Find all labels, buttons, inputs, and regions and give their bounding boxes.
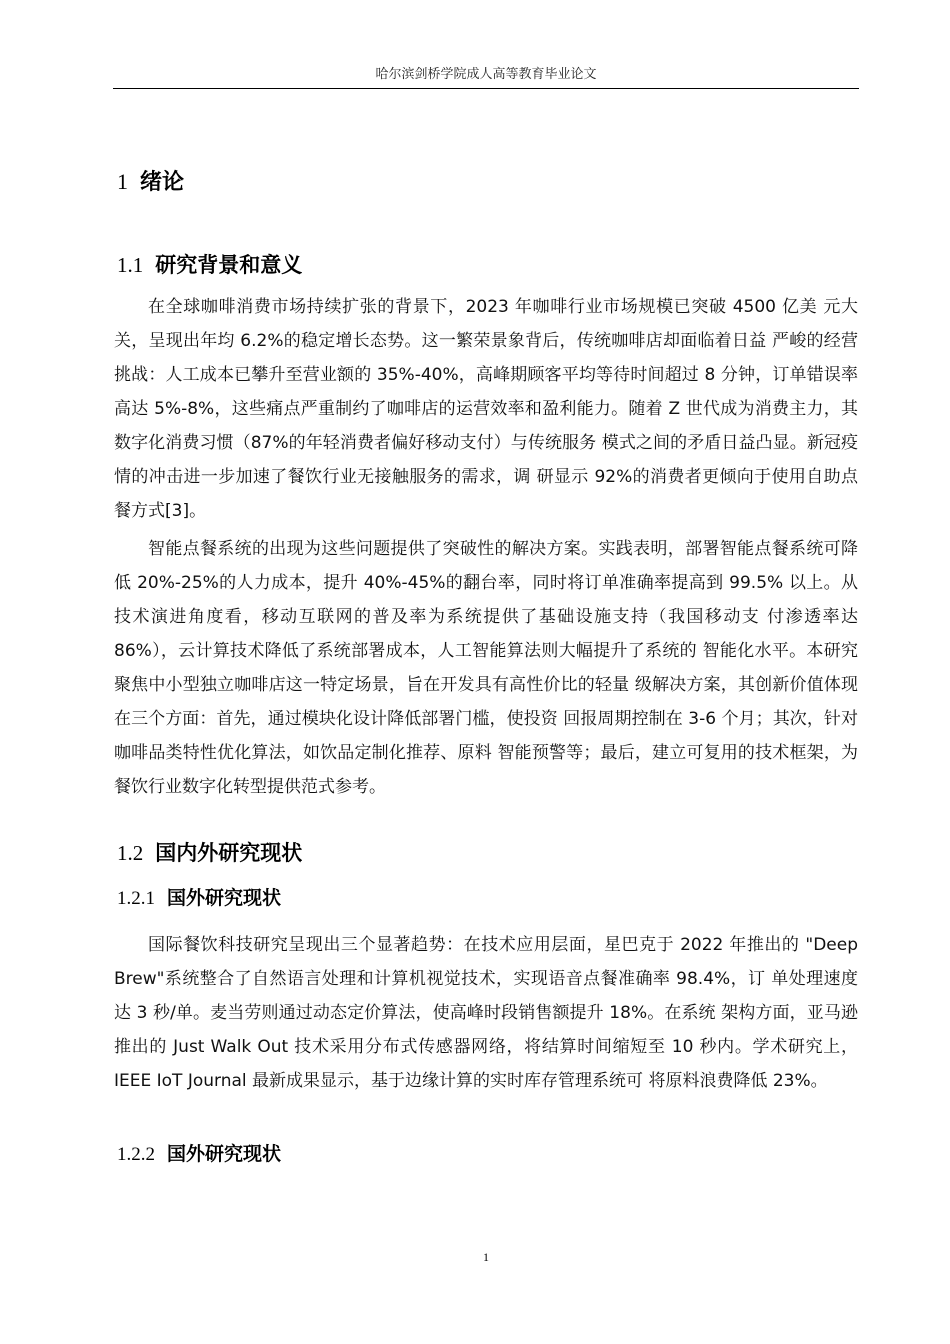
section-number: 1.2 bbox=[117, 841, 144, 865]
running-header: 哈尔滨剑桥学院成人高等教育毕业论文 bbox=[375, 67, 597, 82]
subsection-number: 1.2.2 bbox=[117, 1144, 155, 1165]
header-rule bbox=[113, 88, 859, 89]
subsection-heading-1-2-1 bbox=[117, 883, 281, 910]
subsection-number: 1.2.1 bbox=[117, 888, 155, 909]
body-paragraph: 在全球咖啡消费市场持续扩张的背景下，2023 年咖啡行业市场规模已突破 4500 亿美 元大关，呈现出年均 6.2%的稳定增长态势。这一繁荣景象背后，传统咖啡店却面临着日益 严峻的经营挑战：人工成本已攀升至营业额的 35%-40%，高峰期顾客平均等待时间超过 8 分钟，订单错误率高达 5%-8%，这些痛点严重制约了咖啡店的运营效率和盈利能力。随着 Z 世代成为消费主力，其数字化消费习惯（87%的年轻消费者偏好移动支付）与传统服务 模式之间的矛盾日益凸显。新冠疫情的冲击进一步加速了餐饮行业无接触服务的需求，调 研显示 92%的消费者更倾向于使用自助点餐方式[3]。 bbox=[114, 297, 858, 521]
subsection-heading-1-2-2 bbox=[117, 1139, 281, 1166]
section-number: 1.1 bbox=[117, 253, 144, 277]
section-title: 研究背景和意义 bbox=[155, 253, 303, 277]
chapter-title: 绪论 bbox=[140, 170, 185, 195]
section-heading-1-1 bbox=[117, 249, 302, 279]
subsection-title: 国外研究现状 bbox=[167, 887, 282, 909]
body-paragraph: 智能点餐系统的出现为这些问题提供了突破性的解决方案。实践表明，部署智能点餐系统可降低 20%-25%的人力成本，提升 40%-45%的翻台率，同时将订单准确率提高到 99.5% 以上。从技术演进角度看，移动互联网的普及率为系统提供了基础设施支持（我国移动支 付渗透率达 86%），云计算技术降低了系统部署成本，人工智能算法则大幅提升了系统的 智能化水平。本研究聚焦中小型独立咖啡店这一特定场景，旨在开发具有高性价比的轻量 级解决方案，其创新价值体现在三个方面：首先，通过模块化设计降低部署门槛，使投资 回报周期控制在 3-6 个月；其次，针对咖啡品类特性优化算法，如饮品定制化推荐、原料 智能预警等；最后，建立可复用的技术框架，为餐饮行业数字化转型提供范式参考。 bbox=[114, 539, 858, 797]
section-heading-1-2 bbox=[117, 837, 302, 867]
body-paragraph: 国际餐饮科技研究呈现出三个显著趋势：在技术应用层面，星巴克于 2022 年推出的 "Deep Brew"系统整合了自然语言处理和计算机视觉技术，实现语音点餐准确率 98.4%，订 单处理速度达 3 秒/单。麦当劳则通过动态定价算法，使高峰时段销售额提升 18%。在系统 架构方面，亚马逊推出的 Just Walk Out 技术采用分布式传感器网络，将结算时间缩短至 10 秒内。学术研究上，IEEE IoT Journal 最新成果显示，基于边缘计算的实时库存管理系统可 将原料浪费降低 23%。 bbox=[114, 935, 858, 1091]
chapter-heading bbox=[117, 165, 184, 196]
section-title: 国内外研究现状 bbox=[155, 841, 303, 865]
subsection-title: 国外研究现状 bbox=[167, 1143, 282, 1165]
chapter-number: 1 bbox=[117, 169, 128, 194]
page-number: 1 bbox=[483, 1250, 489, 1264]
